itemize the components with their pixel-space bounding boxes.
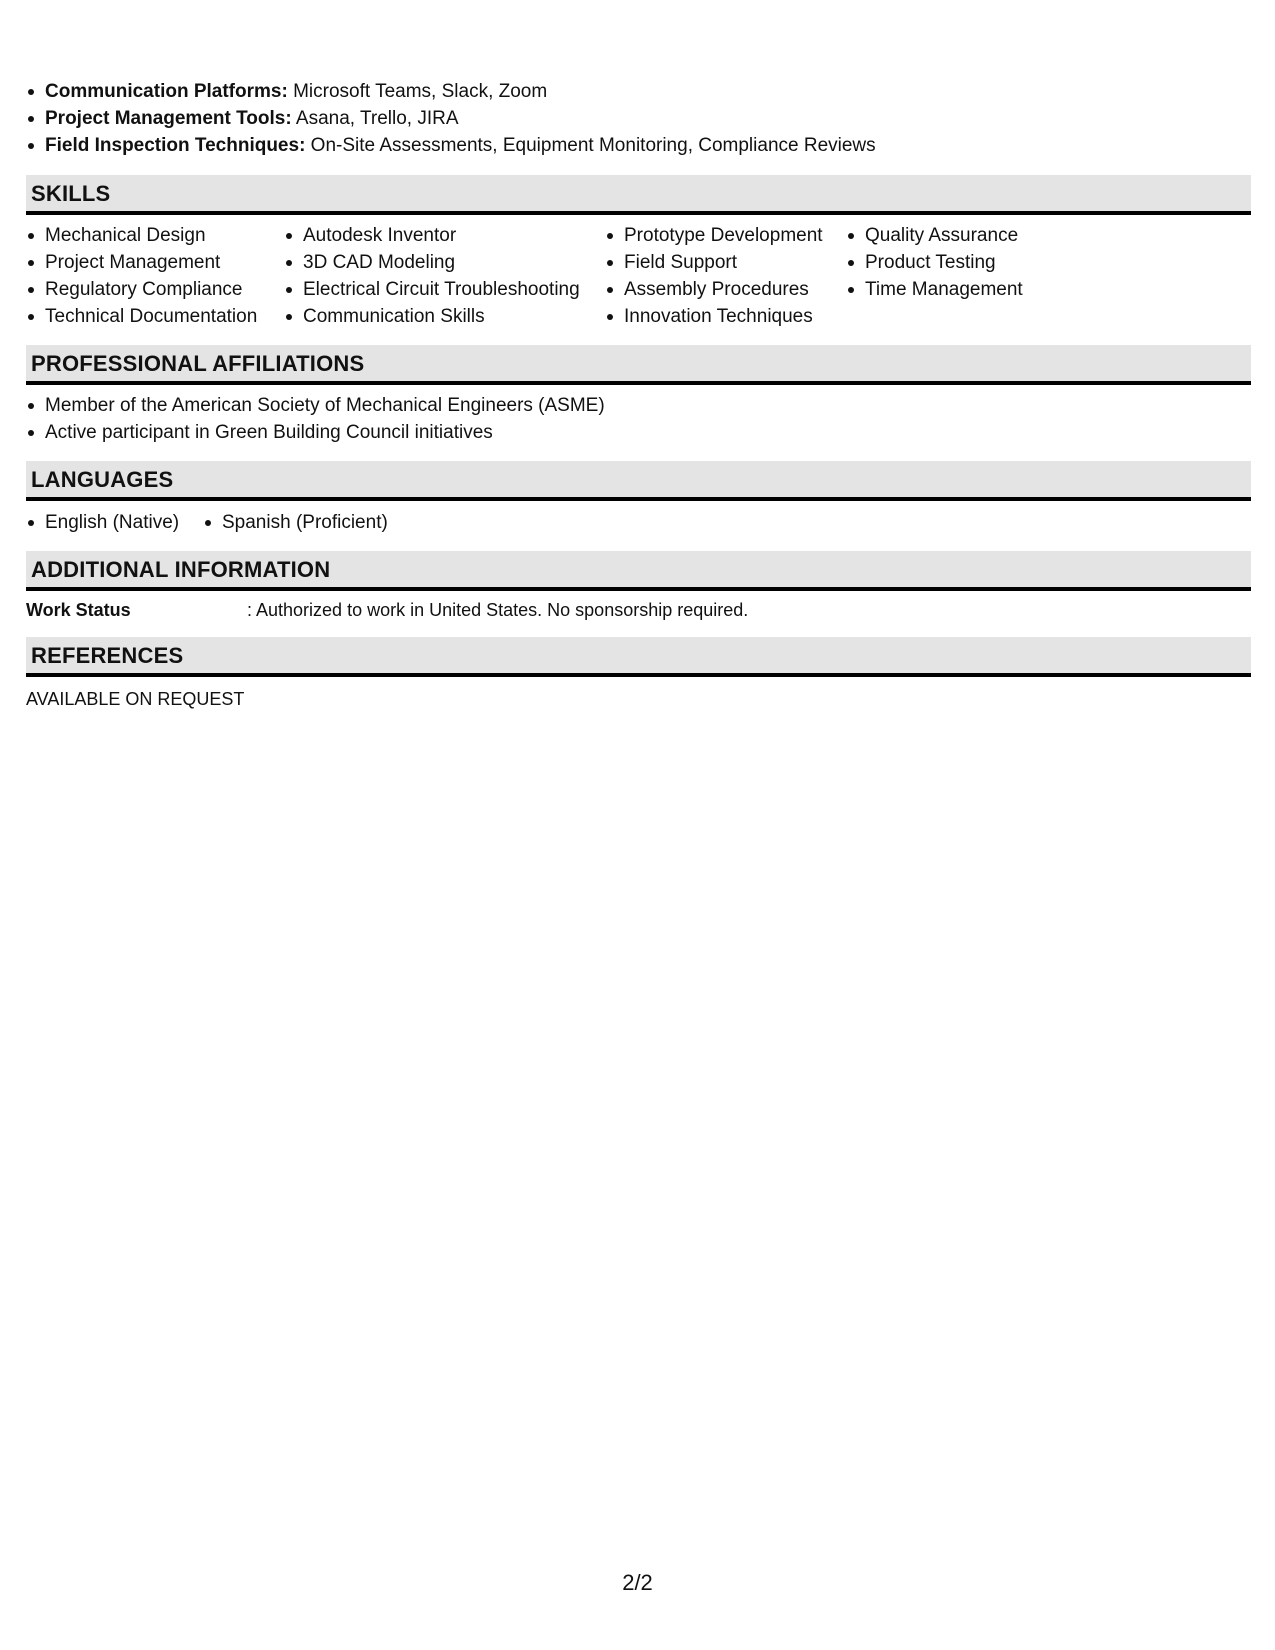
skill-item: Time Management [846,276,1086,303]
references-heading: REFERENCES [26,637,1251,677]
skill-item: 3D CAD Modeling [284,249,605,276]
page-number: 2/2 [622,1570,653,1595]
skill-item: Communication Skills [284,303,605,330]
skills-column [605,222,846,330]
tool-item: Communication Platforms: Microsoft Teams, Slack, Zoom [26,78,1251,105]
skill-item: Field Support [605,249,846,276]
language-item: Spanish (Proficient) [203,509,388,536]
skill-item: Regulatory Compliance [26,276,284,303]
skill-item: Quality Assurance [846,222,1086,249]
skill-item: Innovation Techniques [605,303,846,330]
skill-item: Prototype Development [605,222,846,249]
affiliation-item: Member of the American Society of Mechanical Engineers (ASME) [26,392,1251,419]
affiliations-list [26,392,1251,446]
skills-grid [26,222,1251,330]
affiliation-item: Active participant in Green Building Council initiatives [26,419,1251,446]
tool-item: Field Inspection Techniques: On-Site Assessments, Equipment Monitoring, Compliance Reviews [26,132,1251,159]
languages-list [26,509,1251,536]
skill-item: Mechanical Design [26,222,284,249]
work-status-value: : Authorized to work in United States. No sponsorship required. [247,600,749,620]
references-text: AVAILABLE ON REQUEST [26,689,245,709]
skill-item: Product Testing [846,249,1086,276]
affiliations-heading: PROFESSIONAL AFFILIATIONS [26,345,1251,385]
work-status-row [26,598,1251,622]
work-status-label: Work Status [26,600,131,620]
skills-heading: SKILLS [26,175,1251,215]
skill-item: Autodesk Inventor [284,222,605,249]
additional-info-heading: ADDITIONAL INFORMATION [26,551,1251,591]
skills-column [26,222,284,330]
languages-heading: LANGUAGES [26,461,1251,501]
skills-column [846,222,1086,330]
skill-item: Assembly Procedures [605,276,846,303]
skill-item: Technical Documentation [26,303,284,330]
tool-item: Project Management Tools: Asana, Trello, JIRA [26,105,1251,132]
resume-page [26,78,1251,711]
language-item: English (Native) [26,509,203,536]
skill-item: Electrical Circuit Troubleshooting [284,276,605,303]
skill-item: Project Management [26,249,284,276]
tools-list [26,78,1251,159]
skills-column [284,222,605,330]
